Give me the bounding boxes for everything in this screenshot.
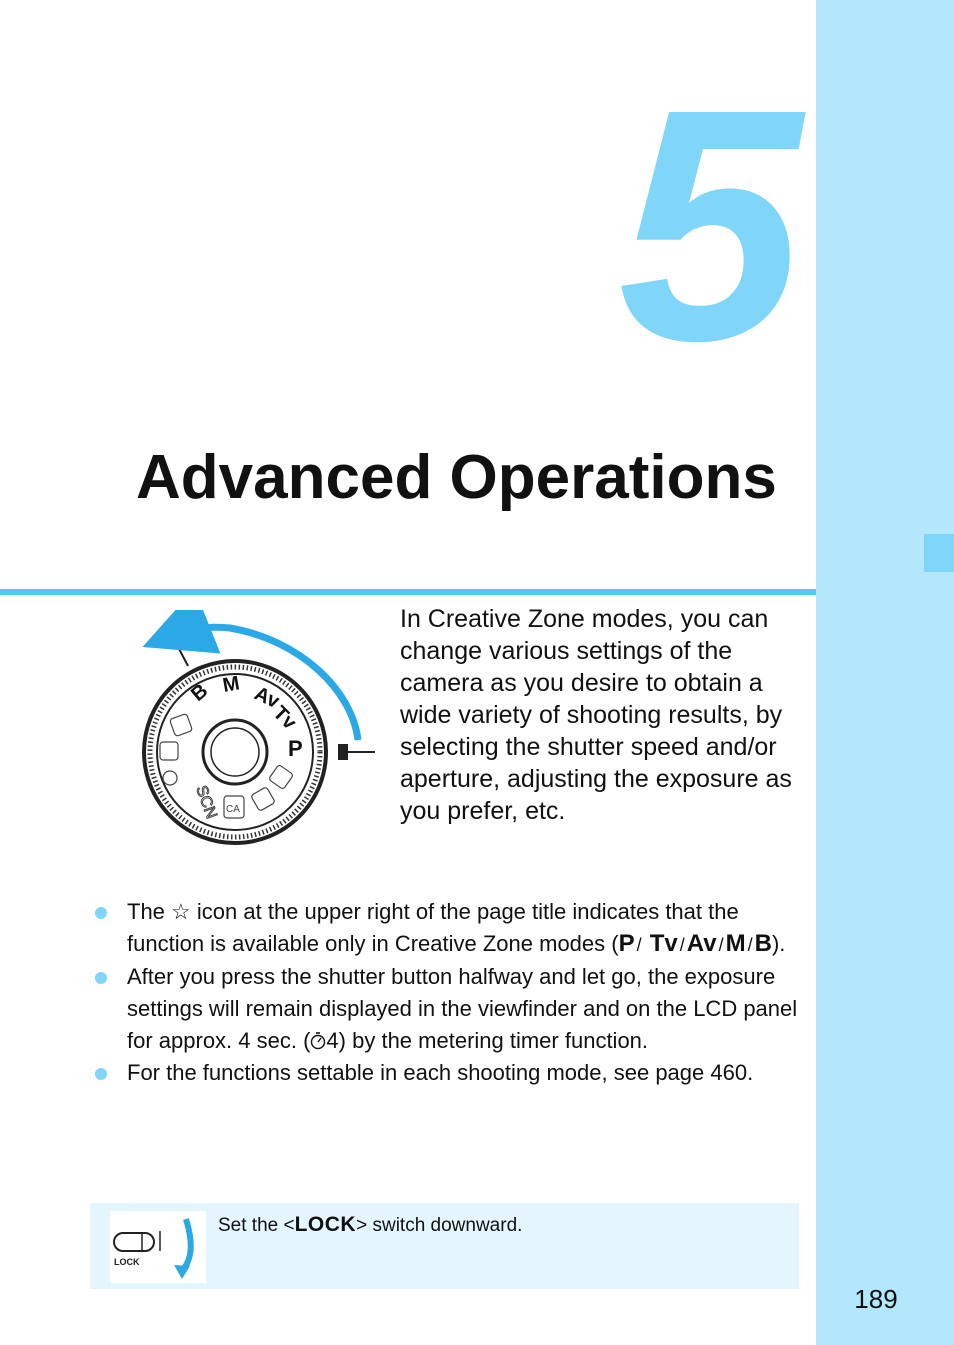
bullet-creative-zone: The ☆ icon at the upper right of the page title indicates that the function is available only in Creative Zone modes (P / Tv /Av /M /B). xyxy=(92,896,802,961)
chapter-number: 5 xyxy=(618,40,802,409)
page-number: 189 xyxy=(854,1284,898,1314)
star-icon: ☆ xyxy=(171,899,191,924)
mode-tv: Tv xyxy=(649,930,678,957)
down-arrow-icon xyxy=(182,1219,191,1271)
timer-icon xyxy=(310,1029,326,1051)
chapter-title: Advanced Operations xyxy=(136,443,777,512)
chapter-tab xyxy=(924,534,954,572)
intro-paragraph: In Creative Zone modes, you can change various settings of the camera as you desire to obtain a wide variety of shooting results, by selecting the shutter speed and/or aperture, adjusting the exposure as you prefer, etc. xyxy=(400,605,792,825)
side-band xyxy=(816,0,954,1345)
timer-value: 4 xyxy=(326,1028,339,1053)
title-rule xyxy=(0,589,816,595)
mode-av: Av xyxy=(686,930,717,957)
dial-scene-ca: CA xyxy=(226,804,240,815)
dial-mode-m: M xyxy=(221,672,242,697)
dial-scene-scn: SCN xyxy=(192,783,220,822)
bullet-dot-icon xyxy=(95,972,107,984)
mode-b: B xyxy=(754,930,772,957)
lock-note-text: Set the <LOCK> switch downward. xyxy=(218,1213,523,1236)
lock-note-box xyxy=(90,1203,799,1289)
lock-icon-label: LOCK xyxy=(114,1257,140,1267)
lock-switch-icon xyxy=(110,1211,206,1283)
dial-mode-tv: Tv xyxy=(268,701,301,735)
mode-dial-illustration xyxy=(120,610,390,860)
mode-p: P xyxy=(618,930,635,957)
bullet-dot-icon xyxy=(95,1068,107,1080)
dial-mode-p: P xyxy=(288,736,303,761)
dial-mode-b: B xyxy=(187,679,213,706)
bullet-see-page: For the functions settable in each shooting mode, see page 460. xyxy=(92,1057,802,1089)
dial-mode-av: Av xyxy=(250,682,283,714)
mode-m: M xyxy=(725,930,746,957)
bullet-metering-timer: After you press the shutter button halfway and let go, the exposure settings will remain displayed in the viewfinder and on the LCD panel for approx. 4 sec. ( 4) by the metering timer function. xyxy=(92,961,802,1057)
lock-label: LOCK xyxy=(294,1213,357,1236)
info-bullet-list xyxy=(92,896,802,1089)
bullet-dot-icon xyxy=(95,907,107,919)
dial-pointer-icon xyxy=(338,744,348,760)
